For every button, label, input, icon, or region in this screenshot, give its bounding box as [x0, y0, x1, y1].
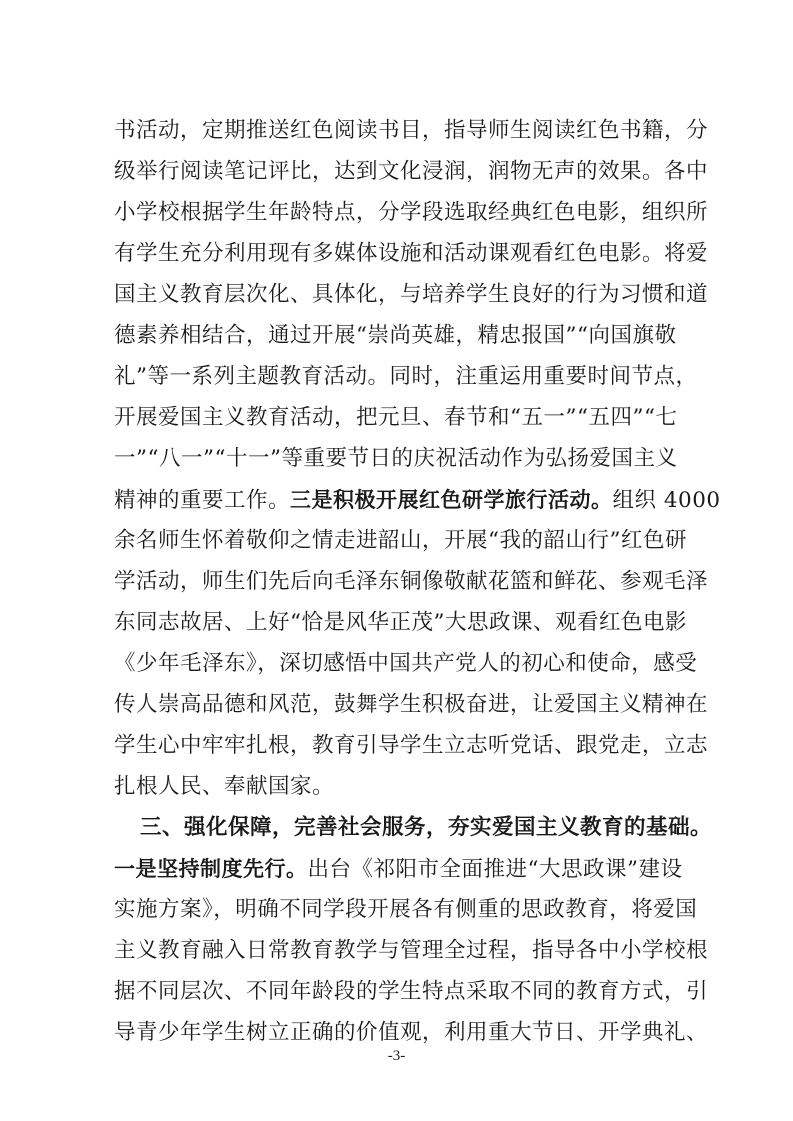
body-line: 东同志故居、上好“恰是风华正茂”大思政课、观看红色电影 — [114, 610, 687, 635]
body-line-with-emphasis — [114, 480, 721, 520]
body-line: 传人崇高品德和风范，鼓舞学生积极奋进，让爱国主义精神在 — [114, 692, 709, 717]
body-line: 开展爱国主义教育活动，把元旦、春节和“五一”“五四”“七 — [114, 405, 678, 430]
body-line: 德素养相结合，通过开展“崇尚英雄，精忠报国”“向国旗敬 — [114, 323, 677, 348]
body-line: 据不同层次、不同年龄段的学生特点采取不同的教育方式，引 — [114, 979, 709, 1004]
body-line: 礼”等一系列主题教育活动。同时，注重运用重要时间节点， — [114, 364, 698, 389]
emphasis-text: 一是坚持制度先行。 — [114, 857, 308, 881]
body-line: 扎根人民、奉献国家。 — [114, 774, 335, 799]
line-text: 精神的重要工作。 — [114, 488, 291, 513]
section-heading: 三、强化保障，完善社会服务，夯实爱国主义教育的基础。 — [140, 815, 713, 840]
line-text: 组织 4000 — [612, 488, 721, 513]
body-line: 一”“八一”“十一”等重要节日的庆祝活动作为弘扬爱国主义 — [114, 446, 678, 471]
line-text: 出台《祁阳市全面推进“大思政课”建设 — [307, 857, 683, 882]
body-line: 学活动，师生们先后向毛泽东铜像敬献花篮和鲜花、参观毛泽 — [114, 569, 709, 594]
body-line: 《少年毛泽东》，深切感悟中国共产党人的初心和使命，感受 — [114, 651, 698, 676]
page-number: -3- — [387, 1048, 406, 1064]
body-line: 学生心中牢牢扎根，教育引导学生立志听党话、跟党走，立志 — [114, 733, 709, 758]
body-line: 小学校根据学生年龄特点，分学段选取经典红色电影，组织所 — [114, 200, 709, 225]
body-line: 主义教育融入日常教育教学与管理全过程，指导各中小学校根 — [114, 938, 709, 963]
body-line: 有学生充分利用现有多媒体设施和活动课观看红色电影。将爱 — [114, 241, 709, 266]
body-line: 导青少年学生树立正确的价值观，利用重大节日、开学典礼、 — [114, 1020, 709, 1045]
body-line-with-emphasis — [114, 849, 694, 889]
body-line: 国主义教育层次化、具体化，与培养学生良好的行为习惯和道 — [114, 282, 709, 307]
body-line: 实施方案》，明确不同学段开展各有侧重的思政教育，将爱国 — [114, 897, 698, 922]
body-line: 余名师生怀着敬仰之情走进韶山，开展“我的韶山行”红色研 — [114, 528, 687, 553]
body-line: 级举行阅读笔记评比，达到文化浸润，润物无声的效果。各中 — [114, 159, 709, 184]
emphasis-text: 三是积极开展红色研学旅行活动。 — [290, 488, 613, 512]
body-line: 书活动，定期推送红色阅读书目，指导师生阅读红色书籍，分 — [114, 118, 709, 143]
